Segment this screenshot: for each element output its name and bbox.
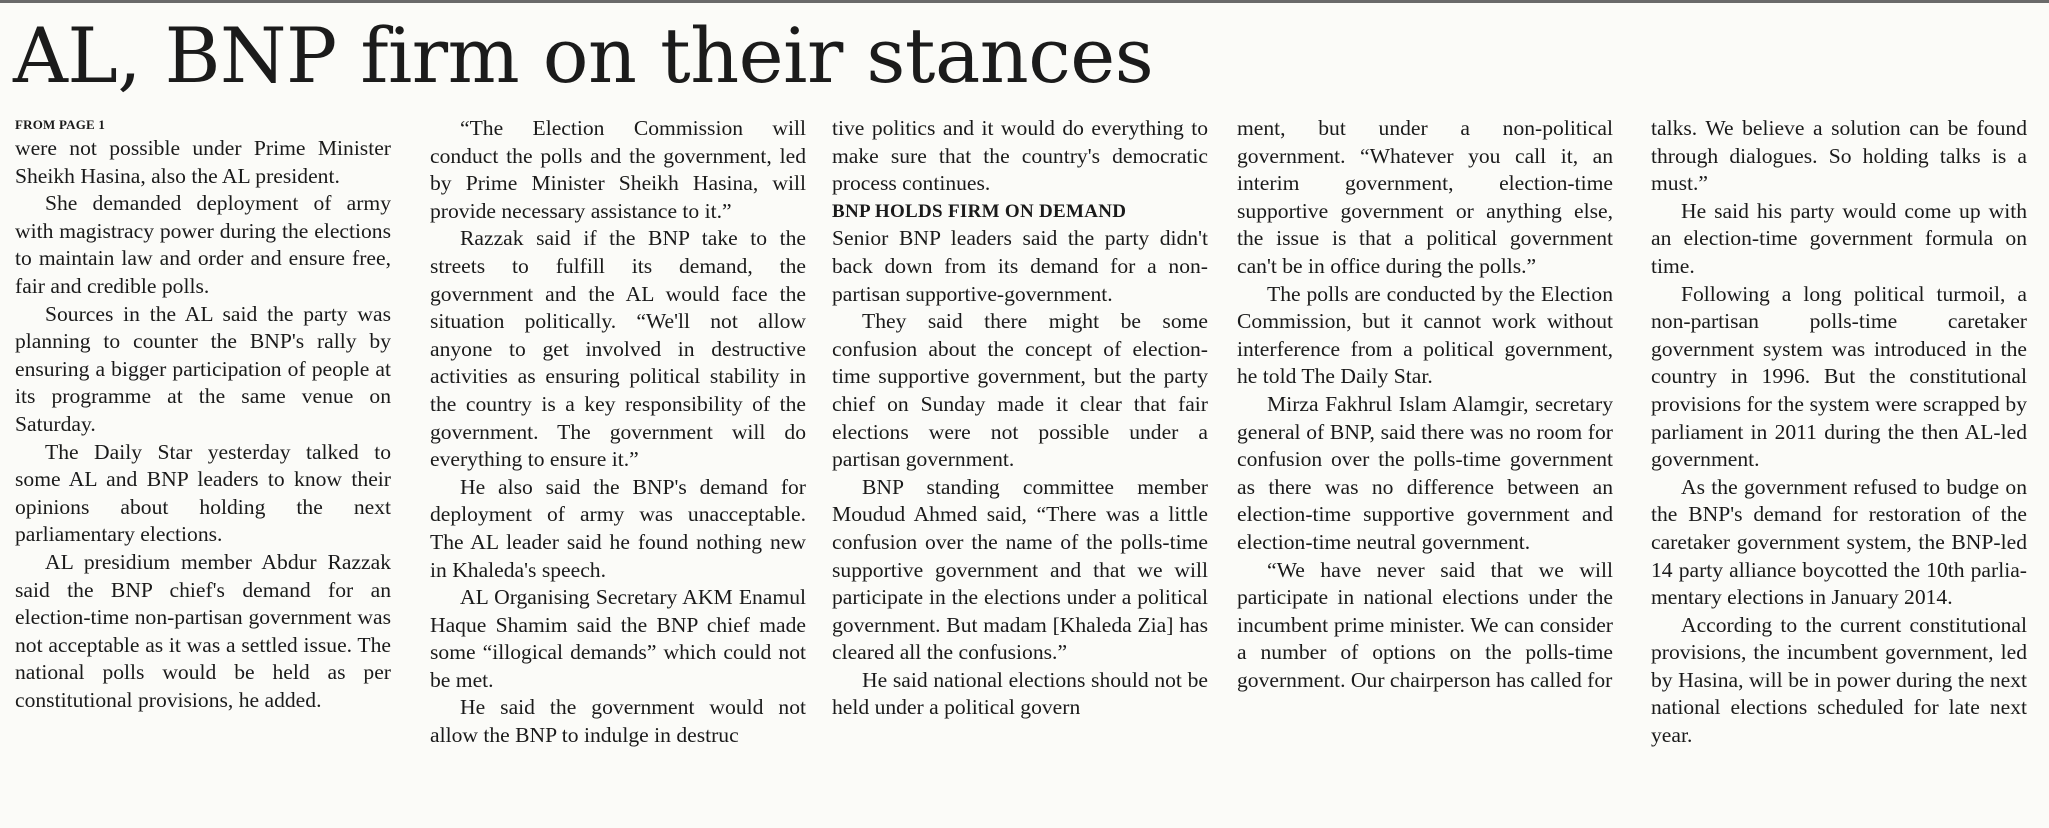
article-body — [15, 115, 2039, 825]
paragraph: He said his party would come up with an election-time government formula on time. — [1651, 198, 2027, 278]
paragraph: BNP standing committee member Moudud Ahmed said, “There was a little confusion over the name of the polls-time supportive government and that we will participate in the elections under a political government. But madam [Khaleda Zia] has cleared all the confusions.” — [832, 474, 1208, 665]
paragraph: The polls are conducted by the Election Commission, but it cannot work without interference from a political government, he told The Daily Star. — [1237, 281, 1613, 389]
paragraph: According to the current constitutional provisions, the incumbent government, led by Hasina, will be in power during the next national elections scheduled for late next year. — [1651, 612, 2027, 748]
paragraph: She demanded deployment of army with magistracy power during the elections to maintain law and order and ensure free, fair and credible polls. — [15, 191, 391, 298]
column-4 — [1237, 115, 1613, 825]
paragraph: Mirza Fakhrul Islam Alamgir, secretary general of BNP, said there was no room for confusion over the polls-time government as there was no difference between an election-time supportive government and election-time neutral government. — [1237, 391, 1613, 554]
paragraph: AL Organising Secretary AKM Enamul Haque Shamim said the BNP chief made some “illogical demands” which could not be met. — [430, 585, 806, 692]
paragraph: Senior BNP leaders said the party didn't back down from its demand for a non-partisan supportive-government. — [832, 226, 1208, 306]
column-1 — [15, 115, 391, 825]
paragraph: “We have never said that we will participate in national elections under the incumbent prime minister. We can consider a number of options on the polls-time government. Our chairperson has called for — [1237, 557, 1613, 692]
column-3 — [832, 115, 1208, 825]
paragraph: He said national elections should not be held under a political govern — [832, 667, 1208, 720]
paragraph: Following a long political turmoil, a non-partisan polls-time caretaker government system was introduced in the country in 1996. But the constitutional provisions for the system were scrapped by parliament in 2011 during the then AL-led government. — [1651, 281, 2027, 472]
paragraph: ment, but under a non-political government. “Whatever you call it, an interim government, election-time supportive government or anything else, the issue is that a political government can't be in office during the polls.” — [1237, 116, 1613, 278]
paragraph: Sources in the AL said the party was planning to counter the BNP's rally by ensuring a bigger participation of people at its programme at the same venue on Saturday. — [15, 301, 391, 436]
paragraph: They said there might be some confusion about the concept of election-time supportive government, but the party chief on Sunday made it clear that fair elections were not possible under a partisan government. — [832, 309, 1208, 472]
paragraph: talks. We believe a solution can be found through dialogues. So holding talks is a must.” — [1651, 116, 2027, 196]
column-2 — [430, 115, 806, 825]
paragraph: He said the government would not allow the BNP to indulge in destruc — [430, 695, 806, 748]
paragraph: were not possible under Prime Minister Sheikh Hasina, also the AL president. — [15, 136, 391, 188]
paragraph: Razzak said if the BNP take to the streets to fulfill its demand, the government and the AL would face the situation politically. “We'll not allow anyone to get involved in destructive activities as ensuring political stability in the country is a key responsibility of the government. The government will do everything to ensure it.” — [430, 226, 806, 472]
paragraph: tive politics and it would do everything to make sure that the country's democratic process continues. — [832, 116, 1208, 196]
top-rule — [0, 0, 2049, 3]
dateline: FROM PAGE 1 — [15, 117, 106, 132]
paragraph: He also said the BNP's demand for deployment of army was unacceptable. The AL leader said he found nothing new in Khaleda's speech. — [430, 474, 806, 582]
headline: AL, BNP firm on their stances — [13, 11, 1154, 100]
paragraph: “The Election Commission will conduct the polls and the government, led by Prime Minister Sheikh Hasina, will provide necessary assistance to it.” — [430, 116, 806, 223]
paragraph: AL presidium member Abdur Razzak said the BNP chief's demand for an election-time non-partisan government was not acceptable as it was a settled issue. The national polls would be held as per constitutional provisions, he added. — [15, 549, 391, 712]
paragraph: The Daily Star yesterday talked to some AL and BNP leaders to know their opinions about holding the next parliamentary elections. — [15, 439, 391, 547]
paragraph: As the government refused to budge on the BNP's demand for restoration of the caretaker government system, the BNP-led 14 party alliance boycotted the 10th parliamentary elections in January 2014. — [1651, 474, 2027, 610]
column-5 — [1651, 115, 2027, 825]
subheading: BNP HOLDS FIRM ON DEMAND — [832, 200, 1127, 222]
